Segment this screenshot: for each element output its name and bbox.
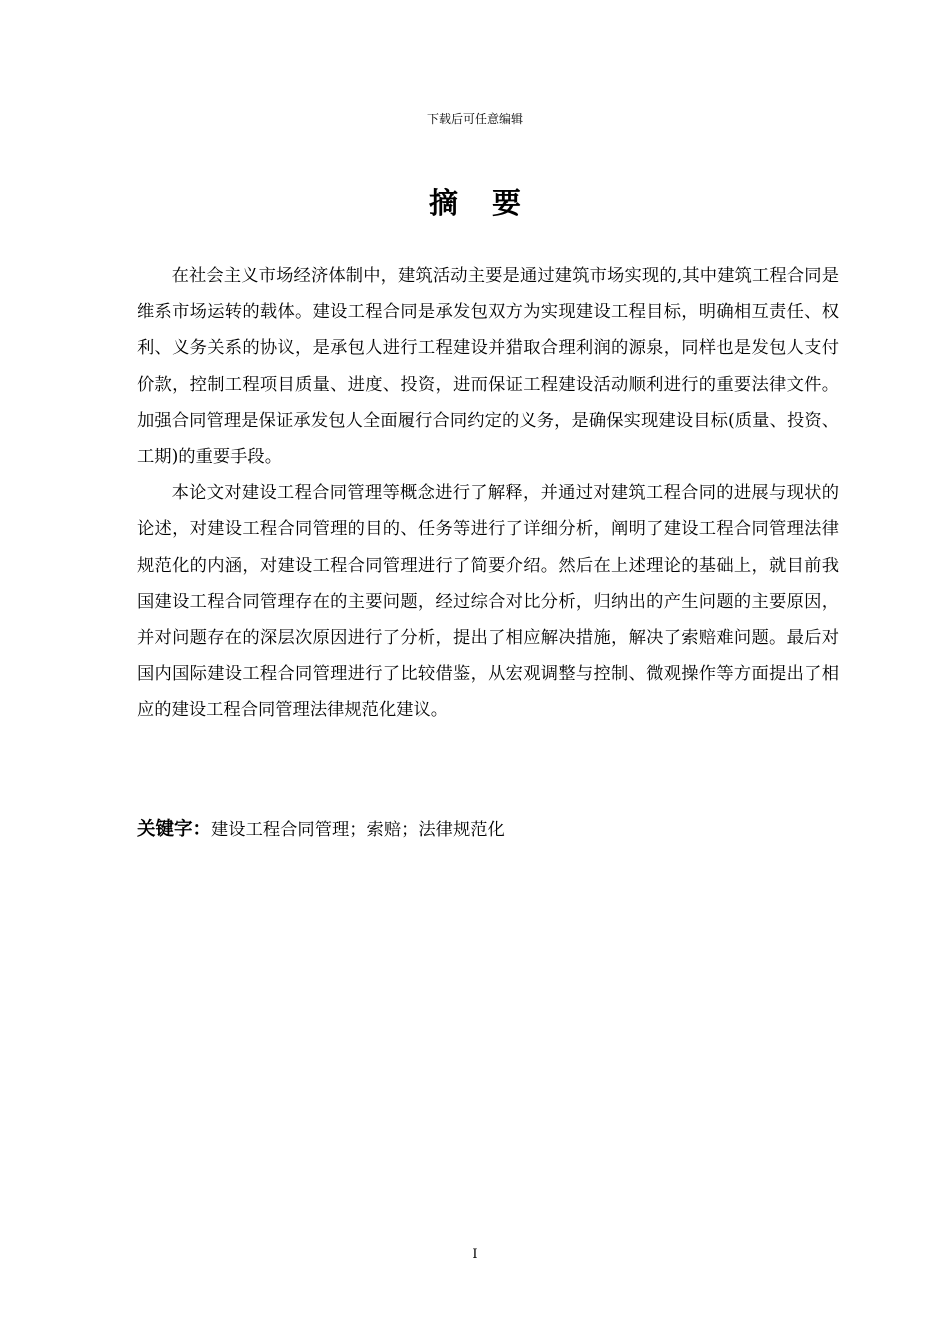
title-char-1: 摘: [428, 186, 458, 220]
keywords-value: 建设工程合同管理；索赔；法律规范化: [211, 820, 505, 840]
keywords-label: 关键字：: [137, 819, 212, 840]
page-number: I: [472, 1247, 478, 1262]
title-char-2: 要: [492, 186, 522, 220]
page-title: [0, 183, 950, 223]
keywords-line: [137, 812, 839, 848]
abstract-body: [137, 258, 839, 729]
abstract-paragraph-1: 在社会主义市场经济体制中，建筑活动主要是通过建筑市场实现的,其中建筑工程合同是维系市场运转的载体。建设工程合同是承发包双方为实现建设工程目标，明确相互责任、权利、义务关系的协议，是承包人进行工程建设并猎取合理利润的源泉，同样也是发包人支付价款，控制工程项目质量、进度、投资，进而保证工程建设活动顺利进行的重要法律文件。加强合同管理是保证承发包人全面履行合同约定的义务，是确保实现建设目标(质量、投资、工期)的重要手段。: [137, 266, 839, 468]
abstract-paragraph-2: 本论文对建设工程合同管理等概念进行了解释，并通过对建筑工程合同的进展与现状的论述，对建设工程合同管理的目的、任务等进行了详细分析，阐明了建设工程合同管理法律规范化的内涵，对建设工程合同管理进行了简要介绍。然后在上述理论的基础上，就目前我国建设工程合同管理存在的主要问题，经过综合对比分析，归纳出的产生问题的主要原因，并对问题存在的深层次原因进行了分析，提出了相应解决措施，解决了索赔难问题。最后对国内国际建设工程合同管理进行了比较借鉴，从宏观调整与控制、微观操作等方面提出了相应的建设工程合同管理法律规范化建议。: [137, 483, 839, 721]
header-note: 下载后可任意编辑: [426, 112, 523, 126]
